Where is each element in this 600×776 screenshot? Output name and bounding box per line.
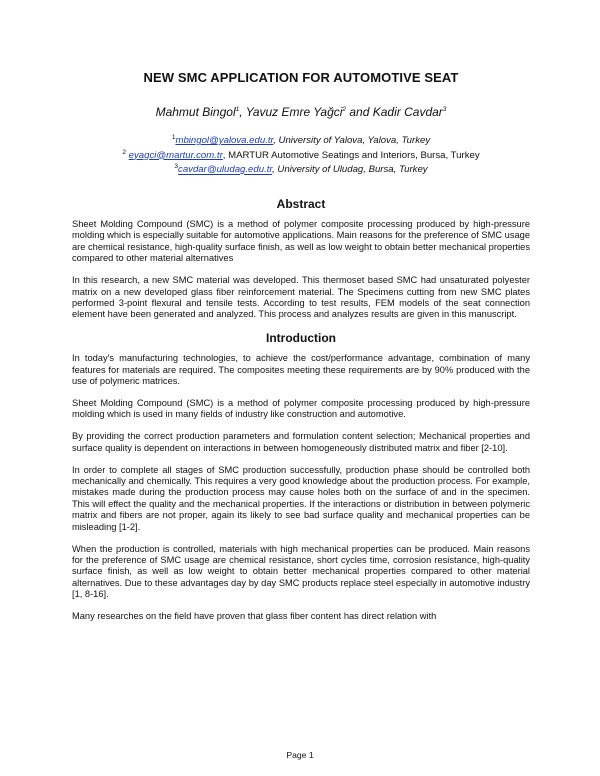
body-paragraph: In today's manufacturing technologies, to achieve the cost/performance advantage, combination of many features for materials are required. The composites meeting these requirements are by 90% produced with the use of polymeric matrices. bbox=[72, 353, 530, 387]
abstract-heading: Abstract bbox=[276, 197, 326, 212]
paper-content bbox=[72, 70, 530, 633]
email-link[interactable]: mbingol@yalova.edu.tr bbox=[175, 135, 274, 147]
affiliation-mark: 3 bbox=[174, 163, 179, 171]
email-link[interactable]: cavdar@uludag.edu.tr bbox=[178, 164, 273, 176]
body-paragraph: Many researches on the field have proven that glass fiber content has direct relation with bbox=[72, 611, 437, 622]
affiliation-list bbox=[72, 132, 530, 176]
page-number: Page 1 bbox=[286, 750, 314, 760]
author-list bbox=[72, 105, 530, 119]
affiliation bbox=[72, 132, 530, 147]
author-separator: and bbox=[346, 105, 373, 119]
affiliation bbox=[72, 147, 530, 162]
affiliation-text: , University of Uludag, Bursa, Turkey bbox=[272, 164, 428, 176]
affiliation-mark: 2 bbox=[122, 148, 126, 156]
paper-title: NEW SMC APPLICATION FOR AUTOMOTIVE SEAT bbox=[143, 70, 459, 85]
affiliation bbox=[72, 161, 530, 176]
affiliation-text: , MARTUR Automotive Seatings and Interiors, Bursa, Turkey bbox=[222, 149, 480, 161]
email-link[interactable]: eyagci@martur.com.tr bbox=[128, 149, 223, 161]
abstract-paragraph: Sheet Molding Compound (SMC) is a method of polymer composite processing produced by high-pressure molding which is especially suitable for automotive applications. Main reasons for the preference of SMC usage are chemical resistance, high-quality surface finish, as well as low weight to obtain better mechanical properties compared to other material alternatives bbox=[72, 219, 530, 264]
author-name: Kadir Cavdar bbox=[372, 105, 443, 119]
introduction-heading: Introduction bbox=[266, 331, 336, 346]
author-name: Yavuz Emre Yağci bbox=[245, 105, 343, 119]
affiliation-mark: 1 bbox=[171, 134, 176, 141]
author-mark: 3 bbox=[442, 106, 447, 113]
body-paragraph: In order to complete all stages of SMC production successfully, production phase should be controlled both mechanically and chemically. This requires a very good knowledge about the production process. For example, mistakes made during the production process may cause holes both on the surface of and in the specimen. This will effect the quality and the mechanical properties. If the interactions or distribution in between polymeric matrix and fibers are not proper, again its likely to see bad surface quality and mechanical properties can be misleading [1-2]. bbox=[72, 464, 530, 532]
author-mark: 1 bbox=[235, 106, 240, 113]
body-paragraph: By providing the correct production parameters and formulation content selection; Mechanical properties and surface quality is dependent on interactions in between homogeneously distributed matrix and fiber [2-10]. bbox=[72, 431, 530, 453]
author-separator: , bbox=[239, 105, 246, 119]
affiliation-text: , University of Yalova, Yalova, Turkey bbox=[273, 135, 431, 147]
author-mark: 2 bbox=[342, 106, 347, 113]
author-name: Mahmut Bingol bbox=[155, 105, 236, 119]
body-paragraph: When the production is controlled, materials with high mechanical properties can be produced. Main reasons for the preference of SMC usage are chemical resistance, short cycles time, corrosion resistance, high-quality surface finish, as well as low weight to obtain better mechanical properties compared to other material alternatives. Due to these advantages day by day SMC products replace steel especially in automotive industry [1, 8-16]. bbox=[72, 543, 530, 600]
body-paragraph: Sheet Molding Compound (SMC) is a method of polymer composite processing produced by high-pressure molding which is used in many fields of industry like construction and automotive. bbox=[72, 398, 530, 420]
abstract-paragraph: In this research, a new SMC material was developed. This thermoset based SMC had unsaturated polyester matrix on a new developed glass fiber reinforcement material. The Specimens cutting from new SMC plates performed 3-point flexural and tensile tests. According to test results, FEM models of the seat connection element have been generated and analyzed. This process and analyzes results are given in this manuscript. bbox=[72, 275, 530, 320]
